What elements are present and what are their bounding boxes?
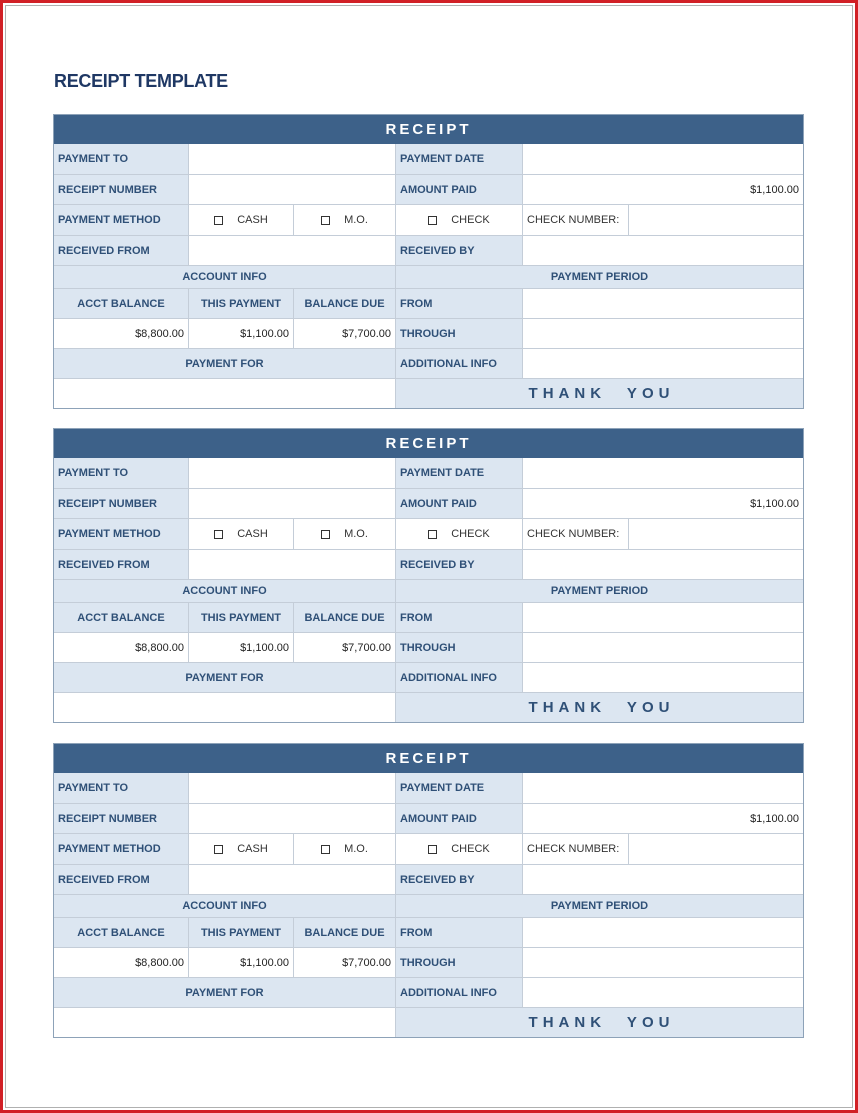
check-number-label: CHECK NUMBER: — [523, 205, 629, 236]
payment-for-field[interactable] — [54, 1008, 396, 1037]
through-label: THROUGH — [396, 948, 523, 978]
amount-paid-label: AMOUNT PAID — [396, 804, 523, 834]
received-by-label: RECEIVED BY — [396, 550, 523, 580]
balance-due-label: BALANCE DUE — [294, 918, 396, 948]
payment-to-label: PAYMENT TO — [54, 458, 189, 489]
payment-for-field[interactable] — [54, 693, 396, 722]
this-payment-label: THIS PAYMENT — [189, 918, 294, 948]
payment-for-field[interactable] — [54, 379, 396, 408]
checkbox-icon[interactable] — [321, 845, 330, 854]
receipt-1 — [53, 114, 804, 409]
mo-label: M.O. — [344, 843, 368, 855]
additional-info-field[interactable] — [523, 978, 803, 1008]
check-number-field[interactable] — [629, 205, 803, 236]
receipt-number-label: RECEIPT NUMBER — [54, 804, 189, 834]
checkbox-icon[interactable] — [428, 216, 437, 225]
received-from-field[interactable] — [189, 865, 396, 895]
check-label: CHECK — [451, 528, 490, 540]
check-number-label: CHECK NUMBER: — [523, 834, 629, 865]
receipt-2 — [53, 428, 804, 723]
mo-option[interactable] — [294, 519, 396, 550]
payment-for-label: PAYMENT FOR — [54, 349, 396, 379]
receipt-header: RECEIPT — [54, 744, 803, 773]
payment-method-label: PAYMENT METHOD — [54, 519, 189, 550]
through-label: THROUGH — [396, 319, 523, 349]
receipt-number-field[interactable] — [189, 804, 396, 834]
received-from-label: RECEIVED FROM — [54, 236, 189, 266]
payment-to-field[interactable] — [189, 773, 396, 804]
balance-due-value[interactable]: $7,700.00 — [294, 319, 396, 349]
payment-date-field[interactable] — [523, 144, 803, 175]
amount-paid-label: AMOUNT PAID — [396, 175, 523, 205]
thank-you-banner: THANK YOU — [396, 379, 803, 408]
account-info-heading: ACCOUNT INFO — [54, 895, 396, 918]
receipt-header: RECEIPT — [54, 115, 803, 144]
payment-to-field[interactable] — [189, 458, 396, 489]
payment-to-field[interactable] — [189, 144, 396, 175]
through-field[interactable] — [523, 633, 803, 663]
payment-to-label: PAYMENT TO — [54, 144, 189, 175]
payment-period-heading: PAYMENT PERIOD — [396, 266, 803, 289]
amount-paid-value[interactable]: $1,100.00 — [523, 489, 803, 519]
through-label: THROUGH — [396, 633, 523, 663]
checkbox-icon[interactable] — [214, 530, 223, 539]
receipt-number-label: RECEIPT NUMBER — [54, 489, 189, 519]
received-by-field[interactable] — [523, 865, 803, 895]
acct-balance-value[interactable]: $8,800.00 — [54, 633, 189, 663]
receipt-3 — [53, 743, 804, 1038]
cash-option[interactable] — [189, 519, 294, 550]
received-from-field[interactable] — [189, 236, 396, 266]
receipt-number-field[interactable] — [189, 489, 396, 519]
this-payment-value[interactable]: $1,100.00 — [189, 948, 294, 978]
this-payment-label: THIS PAYMENT — [189, 289, 294, 319]
through-field[interactable] — [523, 948, 803, 978]
payment-method-label: PAYMENT METHOD — [54, 205, 189, 236]
check-number-label: CHECK NUMBER: — [523, 519, 629, 550]
checkbox-icon[interactable] — [214, 216, 223, 225]
page-title: RECEIPT TEMPLATE — [54, 71, 228, 91]
from-label: FROM — [396, 918, 523, 948]
additional-info-label: ADDITIONAL INFO — [396, 663, 523, 693]
from-field[interactable] — [523, 289, 803, 319]
balance-due-label: BALANCE DUE — [294, 289, 396, 319]
receipt-number-label: RECEIPT NUMBER — [54, 175, 189, 205]
from-field[interactable] — [523, 918, 803, 948]
payment-for-label: PAYMENT FOR — [54, 978, 396, 1008]
payment-method-label: PAYMENT METHOD — [54, 834, 189, 865]
from-field[interactable] — [523, 603, 803, 633]
acct-balance-value[interactable]: $8,800.00 — [54, 319, 189, 349]
payment-date-label: PAYMENT DATE — [396, 458, 523, 489]
amount-paid-value[interactable]: $1,100.00 — [523, 175, 803, 205]
additional-info-label: ADDITIONAL INFO — [396, 349, 523, 379]
received-from-label: RECEIVED FROM — [54, 550, 189, 580]
received-from-field[interactable] — [189, 550, 396, 580]
mo-label: M.O. — [344, 214, 368, 226]
check-option[interactable] — [396, 834, 523, 865]
balance-due-value[interactable]: $7,700.00 — [294, 633, 396, 663]
payment-period-heading: PAYMENT PERIOD — [396, 580, 803, 603]
checkbox-icon[interactable] — [428, 845, 437, 854]
this-payment-label: THIS PAYMENT — [189, 603, 294, 633]
acct-balance-label: ACCT BALANCE — [54, 289, 189, 319]
checkbox-icon[interactable] — [321, 216, 330, 225]
mo-option[interactable] — [294, 205, 396, 236]
payment-to-label: PAYMENT TO — [54, 773, 189, 804]
cash-option[interactable] — [189, 834, 294, 865]
amount-paid-label: AMOUNT PAID — [396, 489, 523, 519]
received-by-field[interactable] — [523, 236, 803, 266]
check-option[interactable] — [396, 205, 523, 236]
account-info-heading: ACCOUNT INFO — [54, 266, 396, 289]
additional-info-field[interactable] — [523, 663, 803, 693]
account-info-heading: ACCOUNT INFO — [54, 580, 396, 603]
check-number-field[interactable] — [629, 519, 803, 550]
checkbox-icon[interactable] — [321, 530, 330, 539]
this-payment-value[interactable]: $1,100.00 — [189, 319, 294, 349]
cash-label: CASH — [237, 528, 268, 540]
acct-balance-label: ACCT BALANCE — [54, 918, 189, 948]
received-by-label: RECEIVED BY — [396, 236, 523, 266]
receipt-number-field[interactable] — [189, 175, 396, 205]
cash-option[interactable] — [189, 205, 294, 236]
cash-label: CASH — [237, 214, 268, 226]
check-number-field[interactable] — [629, 834, 803, 865]
from-label: FROM — [396, 289, 523, 319]
payment-date-field[interactable] — [523, 458, 803, 489]
payment-date-field[interactable] — [523, 773, 803, 804]
additional-info-field[interactable] — [523, 349, 803, 379]
payment-date-label: PAYMENT DATE — [396, 773, 523, 804]
this-payment-value[interactable]: $1,100.00 — [189, 633, 294, 663]
additional-info-label: ADDITIONAL INFO — [396, 978, 523, 1008]
checkbox-icon[interactable] — [214, 845, 223, 854]
mo-label: M.O. — [344, 528, 368, 540]
thank-you-banner: THANK YOU — [396, 693, 803, 722]
received-by-label: RECEIVED BY — [396, 865, 523, 895]
acct-balance-value[interactable]: $8,800.00 — [54, 948, 189, 978]
checkbox-icon[interactable] — [428, 530, 437, 539]
mo-option[interactable] — [294, 834, 396, 865]
balance-due-value[interactable]: $7,700.00 — [294, 948, 396, 978]
amount-paid-value[interactable]: $1,100.00 — [523, 804, 803, 834]
payment-for-label: PAYMENT FOR — [54, 663, 396, 693]
received-by-field[interactable] — [523, 550, 803, 580]
cash-label: CASH — [237, 843, 268, 855]
check-label: CHECK — [451, 214, 490, 226]
payment-period-heading: PAYMENT PERIOD — [396, 895, 803, 918]
received-from-label: RECEIVED FROM — [54, 865, 189, 895]
payment-date-label: PAYMENT DATE — [396, 144, 523, 175]
acct-balance-label: ACCT BALANCE — [54, 603, 189, 633]
from-label: FROM — [396, 603, 523, 633]
check-label: CHECK — [451, 843, 490, 855]
balance-due-label: BALANCE DUE — [294, 603, 396, 633]
thank-you-banner: THANK YOU — [396, 1008, 803, 1037]
check-option[interactable] — [396, 519, 523, 550]
through-field[interactable] — [523, 319, 803, 349]
receipt-header: RECEIPT — [54, 429, 803, 458]
